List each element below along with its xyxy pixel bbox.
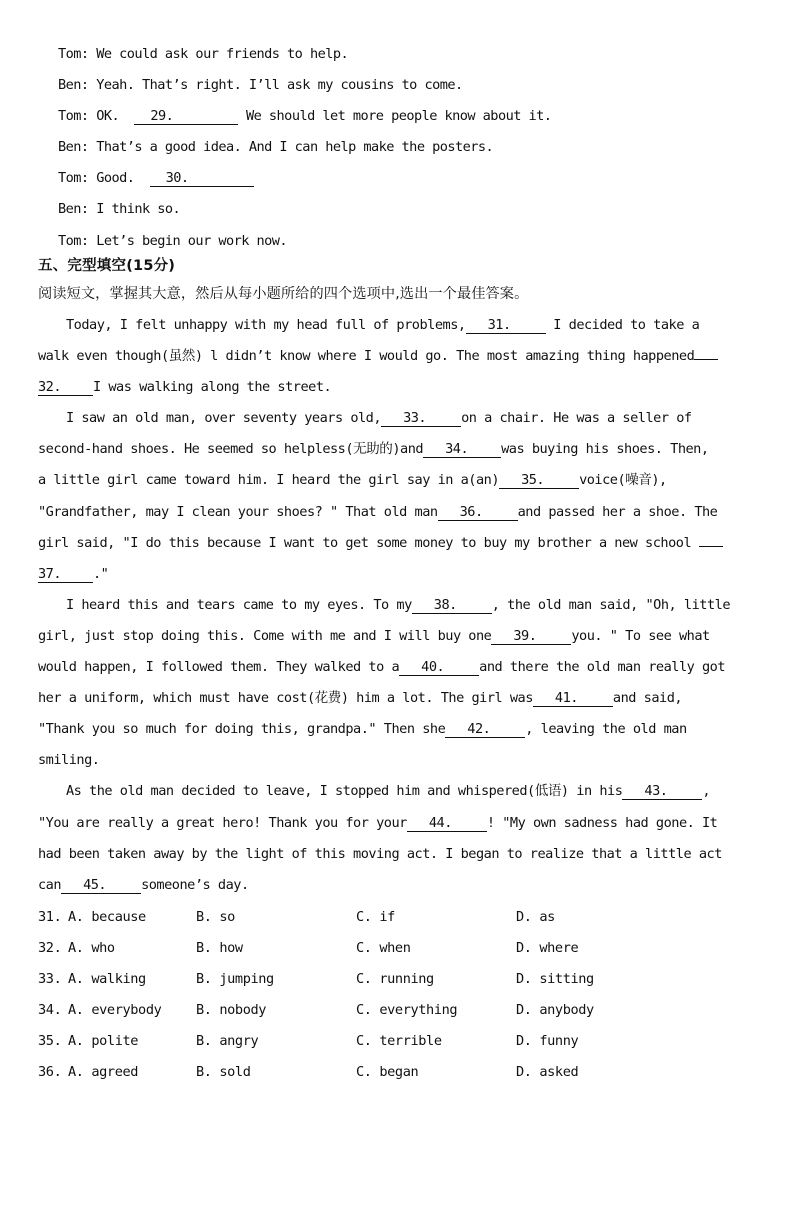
passage-text: and passed her a shoe. The: [517, 503, 718, 520]
option-c[interactable]: C. if: [356, 909, 395, 925]
answer-blank-31[interactable]: 31.: [466, 317, 546, 334]
option-c[interactable]: C. running: [356, 971, 434, 988]
dialogue-line: [58, 105, 758, 136]
dialogue-line: [58, 43, 758, 74]
passage-line: [38, 687, 756, 718]
answer-blank-29[interactable]: 29.: [134, 108, 238, 125]
question-number: 36.: [38, 1064, 62, 1081]
option-b[interactable]: B. sold: [196, 1064, 251, 1081]
passage-text: can: [38, 876, 62, 893]
passage-text: would happen, I followed them. They walked to a: [38, 659, 400, 676]
option-row: [38, 999, 756, 1030]
answer-blank-40[interactable]: 40.: [399, 659, 479, 676]
option-b[interactable]: B. angry: [196, 1033, 259, 1050]
question-number: 35.: [38, 1033, 62, 1050]
question-number: 31.: [38, 909, 62, 925]
dialogue: [58, 43, 758, 261]
answer-blank-32-start: [694, 359, 718, 360]
passage-text: and said,: [612, 690, 683, 707]
passage-text: , leaving the old man: [525, 721, 687, 738]
option-b[interactable]: B. jumping: [196, 971, 274, 988]
speaker: Tom:: [58, 232, 89, 249]
passage-text: had been taken away by the light of this moving act. I began to realize that a little act: [38, 845, 722, 862]
dialogue-text: OK.: [96, 108, 120, 125]
option-a[interactable]: A. walking: [68, 971, 146, 988]
passage-line: [38, 501, 756, 532]
passage-line: [38, 532, 756, 563]
option-d[interactable]: D. anybody: [516, 1002, 594, 1019]
option-a[interactable]: A. everybody: [68, 1002, 162, 1019]
passage-text: walk even though(虽然) l didn’t know where I would go. The most amazing thing happened: [38, 348, 695, 365]
passage-line: [38, 407, 756, 438]
passage-line: [38, 874, 756, 905]
passage-line: [38, 625, 756, 656]
speaker: Tom:: [58, 108, 89, 125]
answer-blank-32[interactable]: 32.: [38, 379, 93, 396]
passage-text: girl said, "I do this because I want to get some money to buy my brother a new school: [38, 534, 692, 551]
speaker: Tom:: [58, 46, 89, 62]
option-row: [38, 968, 756, 999]
passage-text: a little girl came toward him. I heard the girl say in a(an): [38, 472, 500, 489]
option-a[interactable]: A. agreed: [68, 1064, 139, 1081]
option-b[interactable]: B. nobody: [196, 1002, 267, 1019]
passage-text: on a chair. He was a seller of: [461, 410, 692, 427]
passage-text: someone’s day.: [141, 876, 249, 893]
option-c[interactable]: C. terrible: [356, 1033, 442, 1050]
option-d[interactable]: D. funny: [516, 1033, 579, 1050]
option-b[interactable]: B. how: [196, 940, 243, 957]
passage-text: you. " To see what: [571, 627, 710, 644]
option-row: [38, 906, 756, 937]
option-row: [38, 1030, 756, 1061]
answer-blank-34[interactable]: 34.: [423, 441, 501, 458]
passage-line: [38, 843, 756, 874]
question-number: 33.: [38, 971, 62, 988]
dialogue-text: Good.: [96, 170, 135, 187]
dialogue-line: [58, 136, 758, 167]
answer-blank-30[interactable]: 30.: [150, 170, 254, 187]
option-a[interactable]: A. polite: [68, 1033, 139, 1050]
speaker: Ben:: [58, 77, 89, 94]
passage-line: [38, 656, 756, 687]
option-d[interactable]: D. asked: [516, 1064, 579, 1081]
option-b[interactable]: B. so: [196, 909, 235, 925]
dialogue-text: Let’s begin our work now.: [96, 232, 288, 249]
passage-text: I saw an old man, over seventy years old,: [66, 410, 382, 427]
option-d[interactable]: D. sitting: [516, 971, 594, 988]
answer-blank-37[interactable]: 37.: [38, 566, 93, 583]
dialogue-text: That’s a good idea. And I can help make the posters.: [96, 139, 494, 156]
passage-line: [38, 780, 756, 811]
dialogue-line: [58, 74, 758, 105]
dialogue-line: [58, 198, 758, 229]
answer-blank-43[interactable]: 43.: [622, 783, 702, 800]
passage-line: [38, 469, 756, 500]
answer-blank-36[interactable]: 36.: [438, 504, 518, 521]
speaker: Ben:: [58, 139, 89, 156]
answer-blank-44[interactable]: 44.: [407, 815, 487, 832]
section-instructions: 阅读短文，掌握其大意，然后从每小题所给的四个选项中,选出一个最佳答案。: [38, 286, 529, 302]
option-c[interactable]: C. began: [356, 1064, 419, 1081]
answer-blank-38[interactable]: 38.: [412, 597, 492, 614]
section-title: 五、完型填空(15分): [38, 258, 176, 274]
option-row: [38, 1061, 756, 1092]
passage-text: and there the old man really got: [479, 659, 726, 676]
passage-line: [38, 594, 756, 625]
answer-blank-42[interactable]: 42.: [445, 721, 525, 738]
passage-line: [38, 345, 756, 376]
passage-text: Today, I felt unhappy with my head full of problems,: [66, 317, 466, 333]
passage-text: I heard this and tears came to my eyes. To my: [66, 596, 412, 613]
answer-blank-41[interactable]: 41.: [533, 690, 613, 707]
passage-text: I decided to take a: [553, 317, 700, 333]
dialogue-text: I think so.: [96, 201, 181, 218]
option-a[interactable]: A. because: [68, 909, 146, 925]
passage-line: [38, 749, 756, 780]
speaker: Tom:: [58, 170, 89, 187]
option-c[interactable]: C. when: [356, 940, 411, 957]
answer-options: [38, 906, 756, 1093]
passage-text: ,: [702, 783, 711, 800]
option-d[interactable]: D. where: [516, 940, 579, 957]
passage-text: her a uniform, which must have cost(花费) him a lot. The girl was: [38, 690, 533, 707]
question-number: 32.: [38, 940, 62, 957]
option-c[interactable]: C. everything: [356, 1002, 458, 1019]
passage-text: "You are really a great hero! Thank you for your: [38, 814, 407, 831]
passage-line: [38, 314, 756, 345]
passage-line: [38, 438, 756, 469]
option-row: [38, 937, 756, 968]
passage-text: ! "My own sadness had gone. It: [486, 814, 718, 831]
passage-text: was buying his shoes. Then,: [501, 441, 709, 458]
dialogue-text: We could ask our friends to help.: [96, 46, 349, 62]
answer-blank-35[interactable]: 35.: [499, 472, 579, 489]
passage-line: [38, 718, 756, 749]
answer-blank-39[interactable]: 39.: [491, 628, 571, 645]
dialogue-line: [58, 167, 758, 198]
passage-text: , the old man said, "Oh, little: [491, 596, 731, 613]
dialogue-text: Yeah. That’s right. I’ll ask my cousins to come.: [96, 77, 463, 94]
passage-text: smiling.: [38, 752, 100, 769]
passage-text: second-hand shoes. He seemed so helpless(无助的)and: [38, 441, 424, 458]
cloze-passage: [38, 314, 756, 905]
passage-text: voice(噪音),: [579, 472, 667, 489]
passage-text: girl, just stop doing this. Come with me and I will buy one: [38, 627, 492, 644]
answer-blank-37-start: [699, 546, 723, 547]
answer-blank-33[interactable]: 33.: [381, 410, 461, 427]
passage-text: .": [93, 565, 109, 582]
answer-blank-45[interactable]: 45.: [61, 877, 141, 894]
passage-line: [38, 812, 756, 843]
option-a[interactable]: A. who: [68, 940, 115, 957]
passage-line: [38, 563, 756, 594]
passage-line: [38, 376, 756, 407]
passage-text: As the old man decided to leave, I stopped him and whispered(低语) in his: [66, 783, 623, 800]
speaker: Ben:: [58, 201, 89, 218]
passage-text: I was walking along the street.: [93, 379, 332, 396]
option-d[interactable]: D. as: [516, 909, 555, 925]
passage-text: "Thank you so much for doing this, grandpa." Then she: [38, 721, 446, 738]
passage-text: "Grandfather, may I clean your shoes? " That old man: [38, 503, 438, 520]
question-number: 34.: [38, 1002, 62, 1019]
dialogue-text: We should let more people know about it.: [246, 108, 552, 125]
